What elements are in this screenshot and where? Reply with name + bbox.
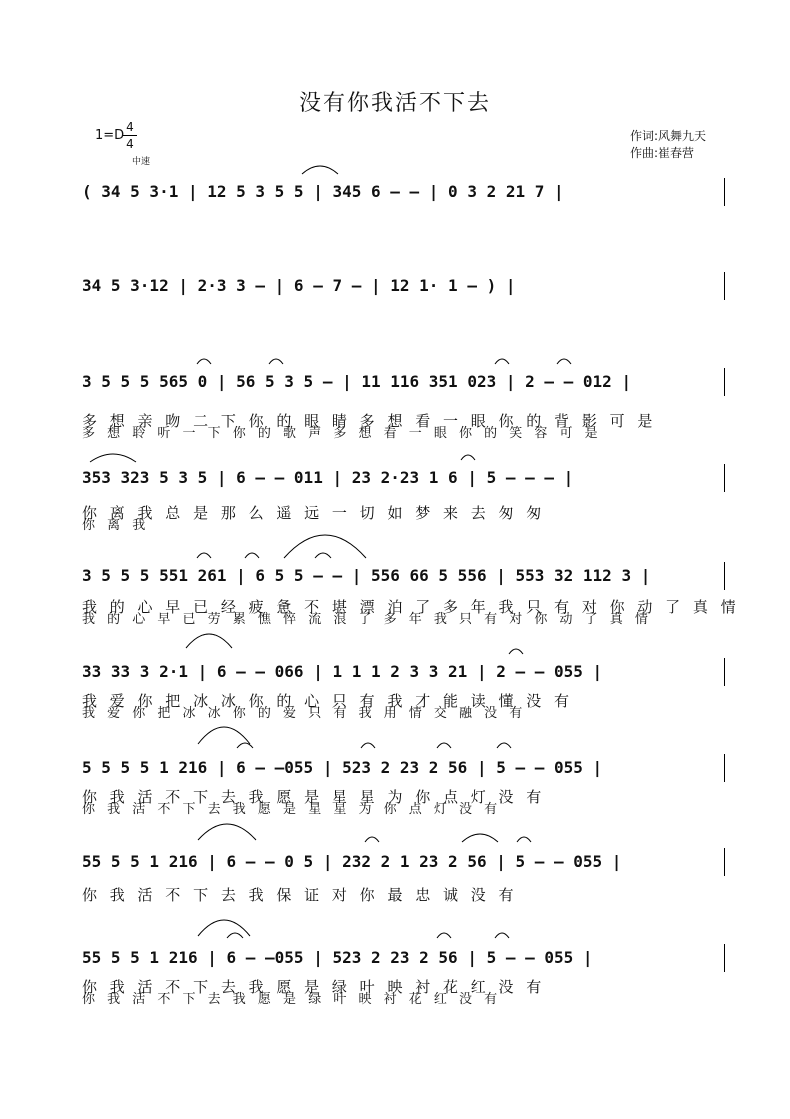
bar-line bbox=[724, 754, 725, 782]
notation-text: 5 5 5 5 1 216 | 6 – –055 | 523 2 23 2 56 | 5 – – 055 | bbox=[82, 758, 603, 777]
slur-arc bbox=[516, 834, 532, 844]
lyrics-verse-1: 你 离 我 总 是 那 么 遥 远 一 切 如 梦 来 去 匆 匆 bbox=[82, 504, 546, 522]
tie-arc bbox=[300, 162, 340, 176]
slur-arc bbox=[508, 646, 524, 656]
slur-arc bbox=[184, 628, 234, 650]
meter-top: 4 bbox=[126, 120, 134, 134]
slur-arc bbox=[236, 740, 254, 750]
bar-line bbox=[724, 464, 725, 492]
key-signature: 1=D bbox=[95, 128, 125, 143]
notation-text: 55 5 5 1 216 | 6 – –055 | 523 2 23 2 56 | 5 – – 055 | bbox=[82, 948, 593, 967]
slur-arc bbox=[436, 930, 452, 940]
bar-line bbox=[724, 848, 725, 876]
slur-arc bbox=[496, 740, 512, 750]
lyrics-verse-1: 你 我 活 不 下 去 我 愿 是 星 星 为 你 点 灯 没 有 bbox=[82, 788, 546, 806]
meter-divider bbox=[123, 135, 137, 136]
notation-text: 34 5 3·12 | 2·3 3 – | 6 – 7 – | 12 1· 1 – ) | bbox=[82, 276, 516, 295]
score-line-7 bbox=[0, 758, 790, 828]
lyrics-verse-2: 我 爱 你 把 冰 冰 你 的 爱 只 有 我 用 情 交 融 没 有 bbox=[82, 706, 527, 721]
slur-arc bbox=[314, 550, 332, 560]
notation-text: ( 34 5 3·1 | 12 5 3 5 5 | 345 6 – – | 0 3 2 21 7 | bbox=[82, 182, 564, 201]
score-line-6 bbox=[0, 662, 790, 732]
slur-arc bbox=[556, 356, 572, 366]
notation-text: 3 5 5 5 565 0 | 56 5 3 5 – | 11 116 351 023 | 2 – – 012 | bbox=[82, 372, 632, 391]
notation-text: 3 5 5 5 551 261 | 6 5 5 – – | 556 66 5 556 | 553 32 112 3 | bbox=[82, 566, 651, 585]
bar-line bbox=[724, 944, 725, 972]
lyrics-verse-1: 你 我 活 不 下 去 我 保 证 对 你 最 忠 诚 没 有 bbox=[82, 886, 518, 904]
score-line-2 bbox=[0, 276, 790, 316]
credits bbox=[630, 128, 706, 162]
bar-line bbox=[724, 272, 725, 300]
notation-text: 353 323 5 3 5 | 6 – – 011 | 23 2·23 1 6 | 5 – – – | bbox=[82, 468, 574, 487]
lyrics-verse-2: 多 想 聆 听 一 下 你 的 歌 声 多 想 看 一 眼 你 的 笑 容 可 是 bbox=[82, 426, 602, 441]
notation-text: 55 5 5 1 216 | 6 – – 0 5 | 232 2 1 23 2 56 | 5 – – 055 | bbox=[82, 852, 622, 871]
score-line-9 bbox=[0, 948, 790, 1018]
lyrics-verse-1: 你 我 活 不 下 去 我 愿 是 绿 叶 映 衬 花 红 没 有 bbox=[82, 978, 546, 996]
lyrics-verse-1: 我 爱 你 把 冰 冰 你 的 心 只 有 我 才 能 读 懂 没 有 bbox=[82, 692, 574, 710]
slur-arc bbox=[196, 356, 212, 366]
bar-line bbox=[724, 562, 725, 590]
time-signature bbox=[123, 120, 137, 151]
score-line-3 bbox=[0, 372, 790, 442]
slur-arc bbox=[460, 830, 500, 844]
song-title: 没有你我活不下去 bbox=[298, 91, 491, 116]
slur-arc bbox=[494, 356, 510, 366]
slur-arc bbox=[244, 550, 260, 560]
lyrics-verse-2: 你 离 我 bbox=[82, 518, 150, 533]
slur-arc bbox=[494, 930, 510, 940]
lyrics-verse-2: 我 的 心 早 已 劳 累 憔 悴 流 浪 了 多 年 我 只 有 对 你 动 了 真 情 bbox=[82, 612, 652, 627]
lyrics-verse-2: 你 我 活 不 下 去 我 愿 是 星 星 为 你 点 灯 没 有 bbox=[82, 802, 502, 817]
slur-arc bbox=[436, 740, 452, 750]
score-line-1 bbox=[0, 182, 790, 222]
lyrics-verse-1: 我 的 心 早 已 经 疲 惫 不 堪 漂 泊 了 多 年 我 只 有 对 你 动 了 真 情 bbox=[82, 598, 740, 616]
tempo-marking: 中速 bbox=[132, 157, 151, 167]
notation-text: 33 33 3 2·1 | 6 – – 066 | 1 1 1 2 3 3 21 | 2 – – 055 | bbox=[82, 662, 603, 681]
slur-arc bbox=[196, 550, 212, 560]
score-line-5 bbox=[0, 566, 790, 636]
slur-arc bbox=[268, 356, 284, 366]
bar-line bbox=[724, 368, 725, 396]
composer-credit: 作曲:崔春营 bbox=[630, 146, 695, 160]
score-line-4 bbox=[0, 468, 790, 538]
slur-arc bbox=[196, 818, 258, 842]
slur-arc bbox=[460, 452, 476, 462]
lyrics-verse-2: 你 我 活 不 下 去 我 愿 是 绿 叶 映 衬 花 红 没 有 bbox=[82, 992, 502, 1007]
score-line-8 bbox=[0, 852, 790, 922]
bar-line bbox=[724, 658, 725, 686]
bar-line bbox=[724, 178, 725, 206]
slur-arc bbox=[88, 450, 138, 464]
meter-bottom: 4 bbox=[126, 137, 134, 151]
lyrics-verse-1: 多 想 亲 吻 二 下 你 的 眼 睛 多 想 看 一 眼 你 的 背 影 可 是 bbox=[82, 412, 657, 430]
lyricist-credit: 作词:风舞九天 bbox=[630, 129, 707, 143]
slur-arc bbox=[360, 740, 376, 750]
slur-arc bbox=[364, 834, 380, 844]
slur-arc bbox=[226, 930, 244, 940]
